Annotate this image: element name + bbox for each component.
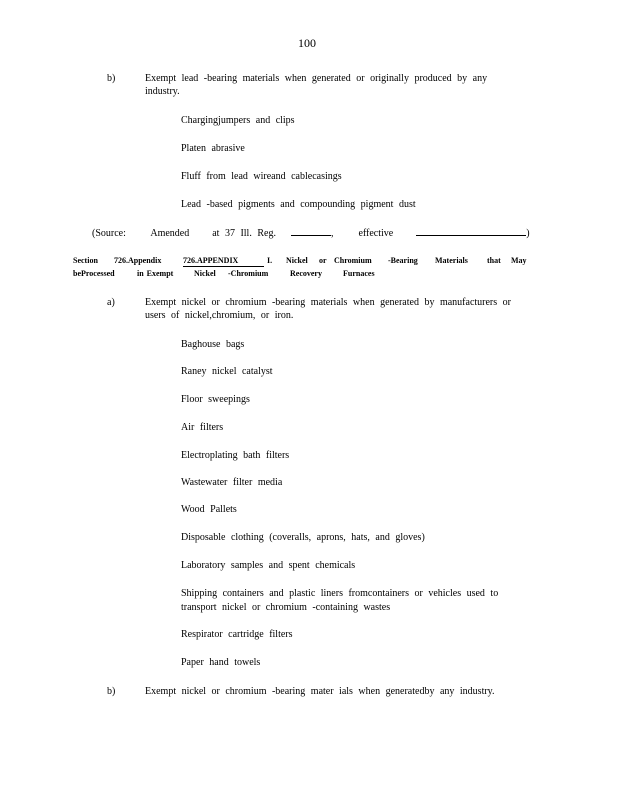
heading-word: I. xyxy=(267,256,273,265)
list-item: Air filters xyxy=(181,422,224,433)
list-item: Wastewater filter media xyxy=(181,477,283,488)
list-item: Fluff from lead wireand cablecasings xyxy=(181,171,342,182)
source-effective: effective xyxy=(358,228,394,239)
section-b2-line1: Exempt nickel or chromium -bearing mater ials when generatedby any industry. xyxy=(145,686,495,697)
heading-word: Materials xyxy=(435,256,468,265)
source-line xyxy=(92,226,530,240)
effective-date-blank xyxy=(416,226,526,236)
list-item: Paper hand towels xyxy=(181,657,261,668)
section-a-line1: Exempt nickel or chromium -bearing materials when generated by manufacturers or xyxy=(145,297,511,308)
list-item: Wood Pallets xyxy=(181,504,237,515)
list-item: Floor sweepings xyxy=(181,394,250,405)
section-b1-line1: Exempt lead -bearing materials when generated or originally produced by any xyxy=(145,73,488,84)
heading-word: in Exempt xyxy=(137,269,174,278)
page-number: 100 xyxy=(298,36,316,50)
heading-word: that xyxy=(487,256,501,265)
heading-word: or xyxy=(319,256,327,265)
list-item: Respirator cartridge filters xyxy=(181,629,293,640)
section-a-line2: users of nickel,chromium, or iron. xyxy=(145,310,294,321)
list-item: Chargingjumpers and clips xyxy=(181,115,295,126)
list-item: Baghouse bags xyxy=(181,339,245,350)
list-item: Shipping containers and plastic liners fromcontainers or vehicles used to xyxy=(181,588,499,599)
source-register: at 37 Ill. Reg. xyxy=(212,228,276,239)
heading-word: May xyxy=(511,256,527,265)
section-b1-marker: b) xyxy=(107,73,116,84)
heading-word: -Chromium xyxy=(228,269,269,278)
heading-word: 726.APPENDIX xyxy=(183,256,264,267)
heading-word: -Bearing xyxy=(388,256,418,265)
section-b1-line2: industry. xyxy=(145,86,180,97)
source-label: (Source: xyxy=(92,228,126,239)
list-item: Disposable clothing (coveralls, aprons, hats, and gloves) xyxy=(181,532,425,543)
list-item: Laboratory samples and spent chemicals xyxy=(181,560,356,571)
list-item: Platen abrasive xyxy=(181,143,245,154)
heading-word: Nickel xyxy=(286,256,308,265)
source-close: ) xyxy=(526,228,530,239)
section-a-marker: a) xyxy=(107,297,115,308)
heading-word: Furnaces xyxy=(343,269,375,278)
heading-word: Section xyxy=(73,256,98,265)
heading-word: beProcessed xyxy=(73,269,115,278)
heading-word: 726.Appendix xyxy=(114,256,162,265)
source-comma: , xyxy=(330,228,334,239)
register-page-blank xyxy=(291,226,331,236)
list-item-continuation: transport nickel or chromium -containing wastes xyxy=(181,602,391,613)
list-item: Lead -based pigments and compounding pigment dust xyxy=(181,199,416,210)
list-item: Raney nickel catalyst xyxy=(181,366,273,377)
heading-word: Recovery xyxy=(290,269,322,278)
heading-word: Nickel xyxy=(194,269,216,278)
source-amended: Amended xyxy=(150,228,190,239)
heading-word: Chromium xyxy=(334,256,372,265)
list-item: Electroplating bath filters xyxy=(181,450,290,461)
section-b2-marker: b) xyxy=(107,686,116,697)
